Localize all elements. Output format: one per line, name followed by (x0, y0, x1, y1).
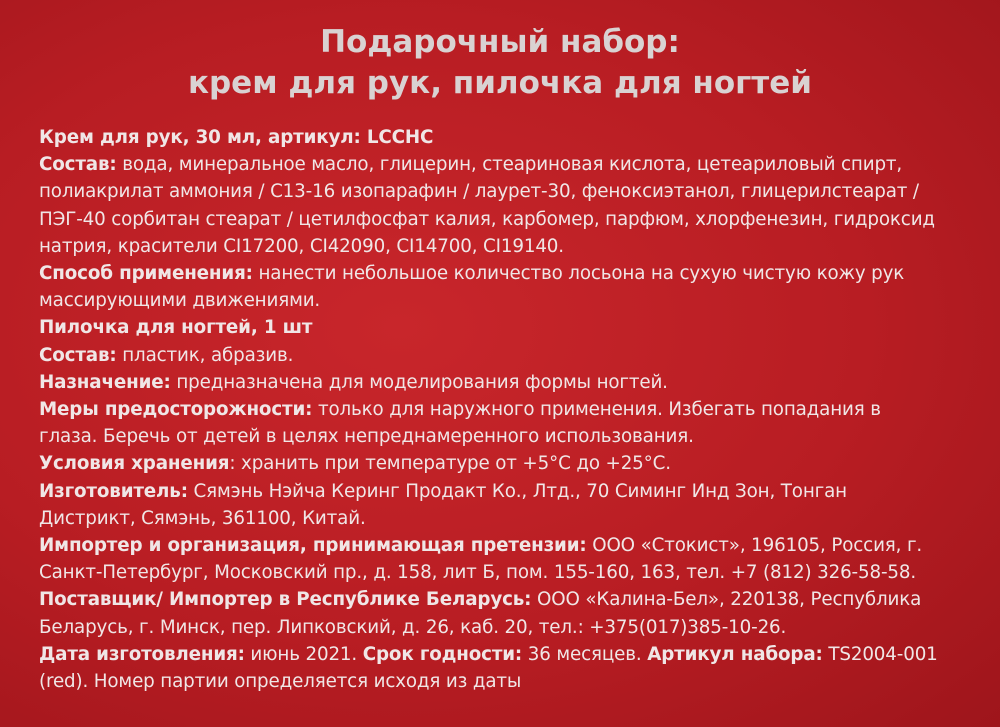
importer-line-1: ООО «Стокист», 196105, Россия, г. (586, 535, 923, 557)
manufacturer-label: Изготовитель: (39, 480, 188, 502)
file-composition (39, 342, 994, 369)
file-purpose-text: предназначена для моделирования формы ногтей. (170, 371, 668, 393)
supplier-line-2: Беларусь, г. Минск, пер. Липковский, д. 26, каб. 20, тел.: +375(017)385-10-26. (39, 616, 787, 638)
cream-composition-line-2: полиакрилат аммония / С13-16 изопарафин / лаурет-30, феноксиэтанол, глицерилстеарат / (39, 181, 919, 203)
cream-composition (39, 151, 994, 260)
batch-note: (red). Номер партии определяется исходя из даты (39, 671, 522, 693)
cream-heading: Крем для рук, 30 мл, артикул: LCCHC (39, 127, 434, 148)
cream-usage (39, 260, 994, 314)
cream-composition-line-1: вода, минеральное масло, глицерин, стеариновая кислота, цетеариловый спирт, (116, 154, 903, 176)
cream-usage-line-1: нанести небольшое количество лосьона на сухую чистую кожу рук (252, 263, 905, 285)
shelf-life-value: 36 месяцев. (522, 643, 648, 665)
manufacturer-line-1: Сямэнь Нэйча Керинг Продакт Ко., Лтд., 70 Симинг Инд Зон, Тонган (187, 480, 847, 502)
supplier-line-1: ООО «Калина-Бел», 220138, Республика (531, 589, 922, 611)
label-title (0, 0, 1000, 104)
precautions-label: Меры предосторожности: (39, 399, 313, 421)
importer (39, 532, 994, 586)
shelf-life-label: Срок годности: (362, 643, 523, 665)
cream-usage-line-2: массирующими движениями. (39, 290, 321, 312)
set-article-label: Артикул набора: (647, 643, 823, 665)
file-purpose-label: Назначение: (39, 371, 171, 393)
manufacturer-line-2: Дистрикт, Сямэнь, 361100, Китай. (39, 507, 366, 529)
supplier-label: Поставщик/ Импортер в Республике Беларусь: (39, 589, 532, 611)
supplier-belarus (39, 586, 994, 640)
set-article-value: TS2004-001 (822, 643, 938, 665)
storage-label: Условия хранения (39, 453, 230, 475)
precautions-line-2: глаза. Беречь от детей в целях непреднамеренного использования. (39, 426, 694, 448)
file-composition-text: пластик, абразив. (116, 344, 294, 366)
title-line-2: крем для рук, пилочка для ногтей (187, 65, 813, 101)
precautions-line-1: только для наружного применения. Избегать попадания в (312, 399, 881, 421)
precautions (39, 396, 994, 450)
importer-label: Импортер и организация, принимающая претензии: (39, 535, 587, 557)
file-purpose (39, 369, 994, 396)
storage-text: : хранить при температуре от +5°С до +25°С. (229, 453, 671, 475)
manufacturer (39, 478, 994, 532)
manufacture-date-label: Дата изготовления: (39, 643, 245, 665)
cream-composition-label: Состав: (39, 154, 117, 176)
file-heading: Пилочка для ногтей, 1 шт (39, 317, 313, 339)
title-line-1: Подарочный набор: (320, 24, 680, 60)
cream-composition-line-3: ПЭГ-40 сорбитан стеарат / цетилфосфат калия, карбомер, парфюм, хлорфенезин, гидроксид (39, 208, 935, 230)
manufacture-date-value: июнь 2021. (244, 643, 363, 665)
importer-line-2: Санкт-Петербург, Московский пр., д. 158, лит Б, пом. 155-160, 163, тел. +7 (812) 326-58-58. (39, 562, 917, 584)
storage-conditions (39, 450, 994, 477)
cream-composition-line-4: натрия, красители CI17200, CI42090, CI14700, CI19140. (39, 235, 564, 257)
label-body (39, 124, 994, 695)
dates-and-article (39, 641, 994, 695)
file-composition-label: Состав: (39, 344, 117, 366)
cream-usage-label: Способ применения: (39, 263, 253, 285)
